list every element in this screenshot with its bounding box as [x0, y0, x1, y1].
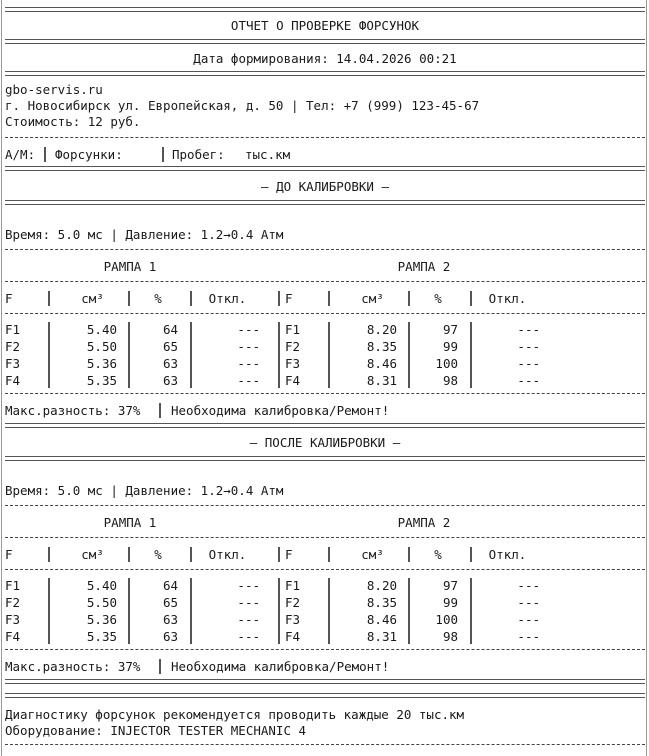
page-border-left: [1, 0, 2, 756]
injector-percent: 63: [162, 629, 178, 644]
column-header-deviation: Откл.: [208, 291, 247, 306]
injector-percent: 63: [162, 373, 178, 388]
separator-single: [5, 505, 645, 506]
injector-percent: 97: [442, 578, 458, 593]
column-divider: [48, 578, 50, 644]
injector-id: F2: [285, 595, 301, 610]
injector-volume: 5.36: [86, 612, 117, 627]
separator-double: [5, 679, 645, 684]
injector-id: F3: [5, 612, 21, 627]
mileage-unit: тыс.км: [245, 147, 291, 162]
report-date: Дата формирования: 14.04.2026 00:21: [193, 51, 457, 66]
injector-deviation: ---: [237, 339, 260, 354]
column-divider: [470, 547, 472, 562]
column-divider: [48, 547, 50, 562]
separator-single: [5, 649, 645, 650]
column-divider: [162, 147, 164, 162]
column-divider: [328, 578, 330, 644]
injector-id: F1: [285, 578, 301, 593]
column-divider: [328, 547, 330, 562]
column-divider: [44, 147, 46, 162]
max-difference: Макс.разность: 37%: [5, 659, 141, 674]
report-title: ОТЧЕТ О ПРОВЕРКЕ ФОРСУНОК: [230, 18, 420, 33]
column-header-cm3: см³: [361, 291, 384, 306]
injector-id: F4: [5, 373, 21, 388]
injector-percent: 64: [162, 578, 178, 593]
column-header-f: F: [5, 291, 13, 306]
injector-deviation: ---: [517, 356, 540, 371]
column-divider: [159, 403, 161, 418]
separator-single: [5, 393, 645, 394]
column-divider: [328, 322, 330, 388]
injector-deviation: ---: [237, 578, 260, 593]
injector-id: F2: [285, 339, 301, 354]
injector-id: F3: [285, 356, 301, 371]
column-header-cm3: см³: [361, 547, 384, 562]
equipment-text: Оборудование: INJECTOR TESTER MECHANIC 4: [5, 723, 307, 738]
column-header-cm3: см³: [81, 291, 104, 306]
injector-deviation: ---: [237, 373, 260, 388]
injector-volume: 8.31: [366, 373, 397, 388]
column-header-f: F: [285, 291, 293, 306]
separator-single: [5, 249, 645, 250]
column-header-f: F: [285, 547, 293, 562]
separator-double: [5, 456, 645, 461]
column-divider: [408, 578, 410, 644]
injector-deviation: ---: [237, 322, 260, 337]
injector-volume: 5.40: [86, 322, 117, 337]
injector-id: F1: [5, 578, 21, 593]
separator-single: [5, 313, 645, 314]
company-site: gbo-servis.ru: [5, 82, 103, 97]
vehicle-label: А/М:: [5, 147, 36, 162]
injector-percent: 65: [162, 595, 178, 610]
injector-volume: 8.35: [366, 339, 397, 354]
injector-percent: 63: [162, 356, 178, 371]
injector-deviation: ---: [237, 595, 260, 610]
injector-percent: 63: [162, 612, 178, 627]
column-divider: [278, 322, 280, 388]
column-header-cm3: см³: [81, 547, 104, 562]
injector-percent: 100: [435, 356, 458, 371]
column-divider: [470, 578, 472, 644]
injector-id: F1: [5, 322, 21, 337]
section-heading: — ПОСЛЕ КАЛИБРОВКИ —: [249, 435, 401, 450]
column-divider: [190, 578, 192, 644]
separator-single: [5, 569, 645, 570]
column-header-percent: %: [434, 547, 442, 562]
injector-volume: 8.31: [366, 629, 397, 644]
column-divider: [159, 659, 161, 674]
page-border-right: [646, 0, 647, 756]
separator-single: [5, 281, 645, 282]
injector-volume: 5.35: [86, 629, 117, 644]
column-divider: [190, 547, 192, 562]
column-header-f: F: [5, 547, 13, 562]
injector-id: F4: [285, 629, 301, 644]
injector-volume: 8.20: [366, 322, 397, 337]
verdict-text: Необходима калибровка/Ремонт!: [171, 403, 390, 418]
mileage-label: Пробег:: [172, 147, 225, 162]
column-divider: [190, 322, 192, 388]
injector-deviation: ---: [237, 612, 260, 627]
injector-volume: 8.20: [366, 578, 397, 593]
recommendation-text: Диагностику форсунок рекомендуется проводить каждые 20 тыс.км: [5, 707, 465, 722]
verdict-text: Необходима калибровка/Ремонт!: [171, 659, 390, 674]
column-divider: [408, 322, 410, 388]
separator-double: [5, 39, 645, 44]
ramp1-title: РАМПА 1: [103, 259, 157, 274]
ramp1-title: РАМПА 1: [103, 515, 157, 530]
injector-percent: 97: [442, 322, 458, 337]
separator-double: [5, 71, 645, 76]
injector-id: F3: [285, 612, 301, 627]
injector-id: F2: [5, 339, 21, 354]
injector-percent: 65: [162, 339, 178, 354]
separator-single: [5, 537, 645, 538]
test-parameters: Время: 5.0 мс | Давление: 1.2→0.4 Атм: [5, 227, 284, 242]
separator-double: [5, 693, 645, 698]
service-cost: Стоимость: 12 руб.: [5, 114, 141, 129]
injector-volume: 5.36: [86, 356, 117, 371]
injector-deviation: ---: [237, 629, 260, 644]
column-divider: [128, 578, 130, 644]
injector-volume: 5.35: [86, 373, 117, 388]
column-header-deviation: Откл.: [208, 547, 247, 562]
column-divider: [408, 291, 410, 306]
injector-volume: 8.35: [366, 595, 397, 610]
separator-single: [5, 744, 645, 745]
injector-deviation: ---: [237, 356, 260, 371]
column-divider: [408, 547, 410, 562]
column-header-percent: %: [154, 291, 162, 306]
column-header-deviation: Откл.: [488, 547, 527, 562]
injector-volume: 8.46: [366, 612, 397, 627]
column-header-deviation: Откл.: [488, 291, 527, 306]
test-parameters: Время: 5.0 мс | Давление: 1.2→0.4 Атм: [5, 483, 284, 498]
column-divider: [48, 291, 50, 306]
injector-deviation: ---: [517, 578, 540, 593]
injectors-label: Форсунки:: [55, 147, 123, 162]
ramp2-title: РАМПА 2: [397, 515, 451, 530]
column-divider: [48, 322, 50, 388]
injector-id: F2: [5, 595, 21, 610]
column-header-percent: %: [434, 291, 442, 306]
column-divider: [128, 291, 130, 306]
injector-id: F1: [285, 322, 301, 337]
section-heading: — ДО КАЛИБРОВКИ —: [261, 179, 389, 194]
column-divider: [278, 547, 280, 562]
injector-percent: 64: [162, 322, 178, 337]
injector-id: F4: [285, 373, 301, 388]
injector-volume: 5.40: [86, 578, 117, 593]
separator-double: [5, 166, 645, 171]
separator-double: [5, 7, 645, 12]
column-divider: [128, 547, 130, 562]
company-address: г. Новосибирск ул. Европейская, д. 50 | Тел: +7 (999) 123-45-67: [5, 98, 480, 113]
injector-percent: 100: [435, 612, 458, 627]
injector-volume: 8.46: [366, 356, 397, 371]
injector-percent: 98: [442, 629, 458, 644]
injector-deviation: ---: [517, 612, 540, 627]
injector-percent: 99: [442, 339, 458, 354]
column-divider: [278, 578, 280, 644]
separator-single: [5, 137, 645, 138]
column-divider: [128, 322, 130, 388]
injector-deviation: ---: [517, 595, 540, 610]
column-divider: [278, 291, 280, 306]
column-divider: [190, 291, 192, 306]
separator-double: [5, 200, 645, 205]
column-header-percent: %: [154, 547, 162, 562]
injector-deviation: ---: [517, 629, 540, 644]
injector-deviation: ---: [517, 339, 540, 354]
ramp2-title: РАМПА 2: [397, 259, 451, 274]
injector-percent: 99: [442, 595, 458, 610]
column-divider: [470, 291, 472, 306]
max-difference: Макс.разность: 37%: [5, 403, 141, 418]
column-divider: [328, 291, 330, 306]
injector-deviation: ---: [517, 322, 540, 337]
injector-id: F4: [5, 629, 21, 644]
injector-deviation: ---: [517, 373, 540, 388]
separator-double: [5, 423, 645, 428]
injector-id: F3: [5, 356, 21, 371]
column-divider: [470, 322, 472, 388]
injector-volume: 5.50: [86, 595, 117, 610]
injector-percent: 98: [442, 373, 458, 388]
injector-volume: 5.50: [86, 339, 117, 354]
